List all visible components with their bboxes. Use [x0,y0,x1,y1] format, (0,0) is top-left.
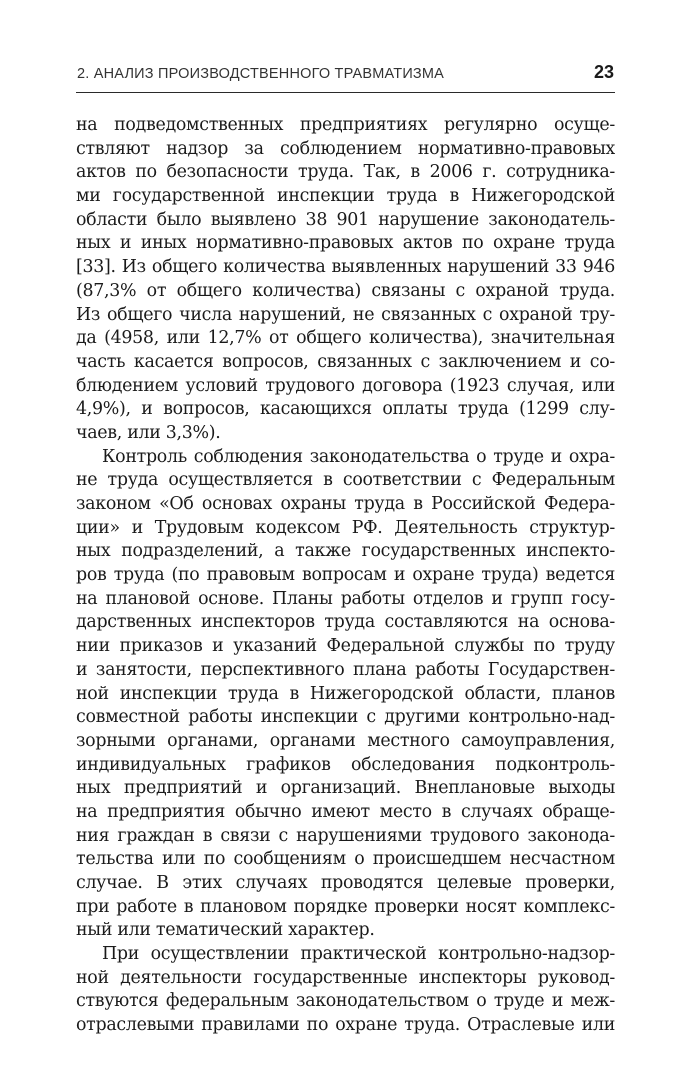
text-line: ствуются федеральным законодательством о труде и меж- [76,991,615,1012]
text-line: да (4958, или 12,7% от общего количества), значительная [76,328,615,349]
text-line: чаев, или 3,3%). [76,422,221,443]
text-line: индивидуальных графиков обследования подконтроль- [76,754,615,775]
text-line: и занятости, перспективного плана работы Государствен- [76,659,615,680]
text-line: ный или тематический характер. [76,920,375,941]
text-line: зорными органами, органами местного самоуправления, [76,730,615,751]
text-line: ной инспекции труда в Нижегородской области, планов [76,683,615,704]
page-number: 23 [593,62,614,82]
text-line: ния граждан в связи с нарушениями трудового законода- [76,825,615,846]
text-line: [33]. Из общего количества выявленных нарушений 33 946 [76,257,615,278]
text-line: (87,3% от общего количества) связаны с охраной труда. [76,280,615,301]
text-line: часть касается вопросов, связанных с заключением и со- [76,351,615,372]
body-text [76,114,615,1038]
text-line: нии приказов и указаний Федеральной службы по труду [76,636,615,657]
text-line: Из общего числа нарушений, не связанных с охраной тру- [76,304,615,325]
text-line: при работе в плановом порядке проверки носят комплекс- [76,896,615,917]
text-line: области было выявлено 38 901 нарушение законодатель- [76,209,615,230]
text-line: ции» и Трудовым кодексом РФ. Деятельность структур- [76,517,615,538]
text-line: Контроль соблюдения законодательства о труде и охра- [102,446,615,467]
text-line: дарственных инспекторов труда составляются на основа- [76,612,615,633]
text-line: не труда осуществляется в соответствии с Федеральным [76,470,615,491]
running-header [76,60,615,93]
text-line: ствляют надзор за соблюдением нормативно-правовых [76,138,615,159]
text-line: актов по безопасности труда. Так, в 2006 г. сотрудника- [76,162,615,183]
text-line: тельства или по сообщениям о происшедшем несчастном [76,849,615,870]
text-line: При осуществлении практической контрольно-надзор- [102,944,615,965]
text-line: ных предприятий и организаций. Внеплановые выходы [76,778,615,799]
text-line: на плановой основе. Планы работы отделов и групп госу- [76,588,615,609]
text-line: отраслевыми правилами по охране труда. Отраслевые или [76,1015,615,1036]
text-line: на предприятия обычно имеют место в случаях обраще- [76,801,615,822]
text-line: ми государственной инспекции труда в Нижегородской [76,186,615,207]
text-line: законом «Об основах охраны труда в Российской Федера- [76,494,615,514]
text-line: 4,9%), и вопросов, касающихся оплаты труда (1299 слу- [76,399,615,420]
text-line: совместной работы инспекции с другими контрольно-над- [76,707,615,728]
text-line: ных подразделений, а также государственных инспекто- [76,541,615,562]
text-line: ных и иных нормативно-правовых актов по охране труда [76,233,615,254]
text-line: ров труда (по правовым вопросам и охране труда) ведется [76,565,615,586]
text-line: на подведомственных предприятиях регулярно осуще- [76,115,615,135]
text-line: случае. В этих случаях проводятся целевые проверки, [76,873,615,893]
text-line: блюдением условий трудового договора (1923 случая, или [76,375,615,396]
text-line: ной деятельности государственные инспекторы руковод- [76,967,615,988]
chapter-title: 2. АНАЛИЗ ПРОИЗВОДСТВЕННОГО ТРАВМАТИЗМА [77,66,445,82]
